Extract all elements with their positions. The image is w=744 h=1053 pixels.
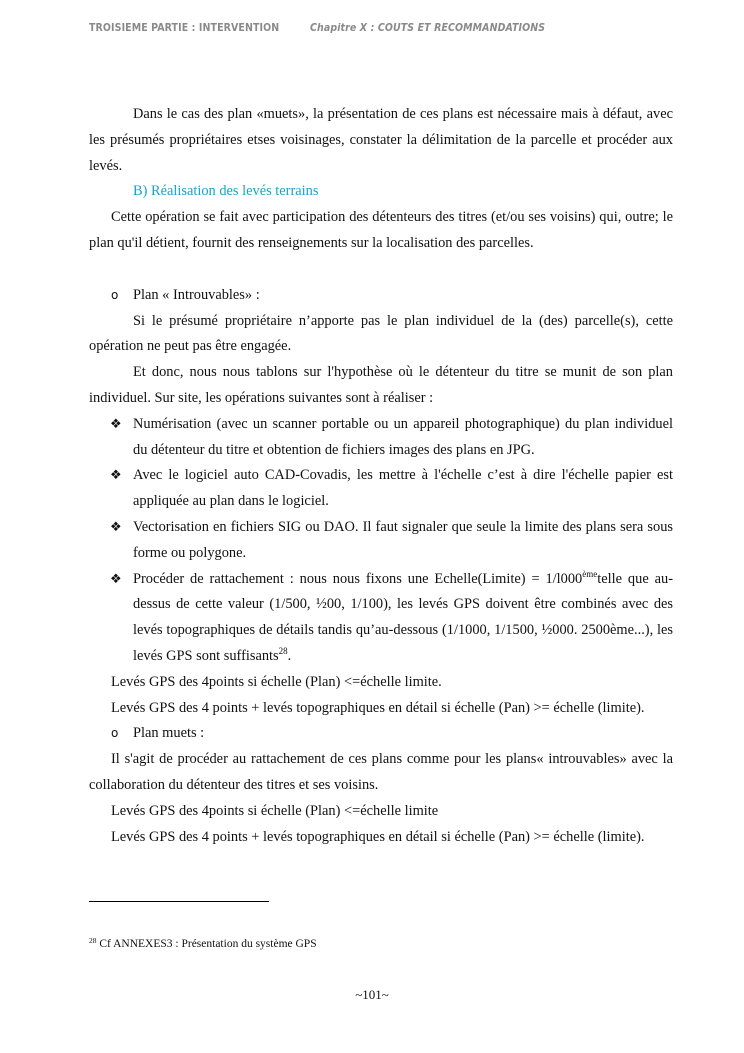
list-item-muets bbox=[89, 721, 673, 747]
footnote-reference[interactable]: 28 bbox=[278, 645, 288, 656]
superscript-eme: ème bbox=[582, 568, 598, 579]
rule-line: Levés GPS des 4points si échelle (Plan) <=échelle limite bbox=[111, 802, 439, 819]
diamond-bullet-icon: ❖ bbox=[110, 468, 122, 484]
header-part: TROISIEME PARTIE : INTERVENTION bbox=[89, 22, 280, 34]
bullet-text-a: Procéder de rattachement : nous nous fixons une Echelle(Limite) = 1/l000 bbox=[133, 570, 583, 587]
paragraph-muets-intro: Dans le cas des plan «muets», la présentation de ces plans est nécessaire mais à défaut, avec les présumés propriétaires etses voisinages, constater la délimitation de la parcelle et procéder aux levés. bbox=[89, 106, 673, 174]
spacer bbox=[89, 257, 673, 283]
running-header bbox=[89, 22, 674, 34]
header-chapter: Chapitre X : COUTS ET RECOMMANDATIONS bbox=[310, 22, 546, 34]
page-content bbox=[89, 102, 673, 850]
footnote-text: Cf ANNEXES3 : Présentation du système GPS bbox=[96, 938, 317, 950]
page-number: ~101~ bbox=[355, 987, 389, 1002]
bullet-item bbox=[89, 567, 673, 670]
circle-bullet-icon: o bbox=[111, 287, 119, 302]
bullet-item bbox=[89, 463, 673, 515]
bullet-item bbox=[89, 412, 673, 464]
footnote-separator bbox=[89, 901, 269, 902]
footnote-number: 28 bbox=[89, 936, 97, 945]
list-item-introuvables bbox=[89, 283, 673, 309]
diamond-bullet-icon: ❖ bbox=[110, 571, 122, 587]
diamond-bullet-icon: ❖ bbox=[110, 519, 122, 535]
paragraph-presume: Si le présumé propriétaire n’apporte pas le plan individuel de la (des) parcelle(s), cette opération ne peut pas être engagée. bbox=[89, 312, 673, 355]
diamond-bullet-icon: ❖ bbox=[110, 416, 122, 432]
rule-line: Levés GPS des 4points si échelle (Plan) <=échelle limite. bbox=[111, 673, 442, 690]
list-item-label: Plan muets : bbox=[133, 725, 205, 742]
bullet-text: Vectorisation en fichiers SIG ou DAO. Il faut signaler que seule la limite des plans sera sous forme ou polygone. bbox=[133, 518, 673, 561]
paragraph-rattachement: Il s'agit de procéder au rattachement de ces plans comme pour les plans« introuvables» avec la collaboration du détenteur des titres et ses voisins. bbox=[89, 751, 673, 793]
circle-bullet-icon: o bbox=[111, 726, 119, 741]
rule-line: Levés GPS des 4 points + levés topographiques en détail si échelle (Pan) >= échelle (limite). bbox=[111, 699, 645, 716]
bullet-text: Avec le logiciel auto CAD-Covadis, les mettre à l'échelle c’est à dire l'échelle papier est appliquée au plan dans le logiciel. bbox=[133, 467, 673, 510]
bullet-text-b: telle que au-dessus de cette valeur (1/500, ½00, 1/100), les levés GPS doivent être combinés avec des levés topographiques de détails tandis qu’au-dessous (1/1000, 1/1500, ½000. 2500ème...), les levés GPS sont suffisants bbox=[133, 570, 673, 664]
paragraph-hypothese: Et donc, nous nous tablons sur l'hypothèse où le détenteur du titre se munit de son plan individuel. Sur site, les opérations suivantes sont à réaliser : bbox=[89, 364, 673, 406]
list-item-label: Plan « Introuvables» : bbox=[133, 286, 260, 303]
footnote bbox=[89, 938, 317, 950]
section-heading-b: B) Réalisation des levés terrains bbox=[133, 183, 319, 200]
bullet-text: Numérisation (avec un scanner portable ou un appareil photographique) du plan individuel du détenteur du titre et obtention de fichiers images des plans en JPG. bbox=[133, 415, 673, 458]
paragraph-operation: Cette opération se fait avec participation des détenteurs des titres (et/ou ses voisins) qui, outre; le plan qu'il détient, fournit des renseignements sur la localisation des parcelles. bbox=[89, 209, 673, 251]
rule-line: Levés GPS des 4 points + levés topographiques en détail si échelle (Pan) >= échelle (limite). bbox=[111, 828, 645, 845]
bullet-text-end: . bbox=[287, 647, 292, 664]
bullet-item bbox=[89, 515, 673, 567]
